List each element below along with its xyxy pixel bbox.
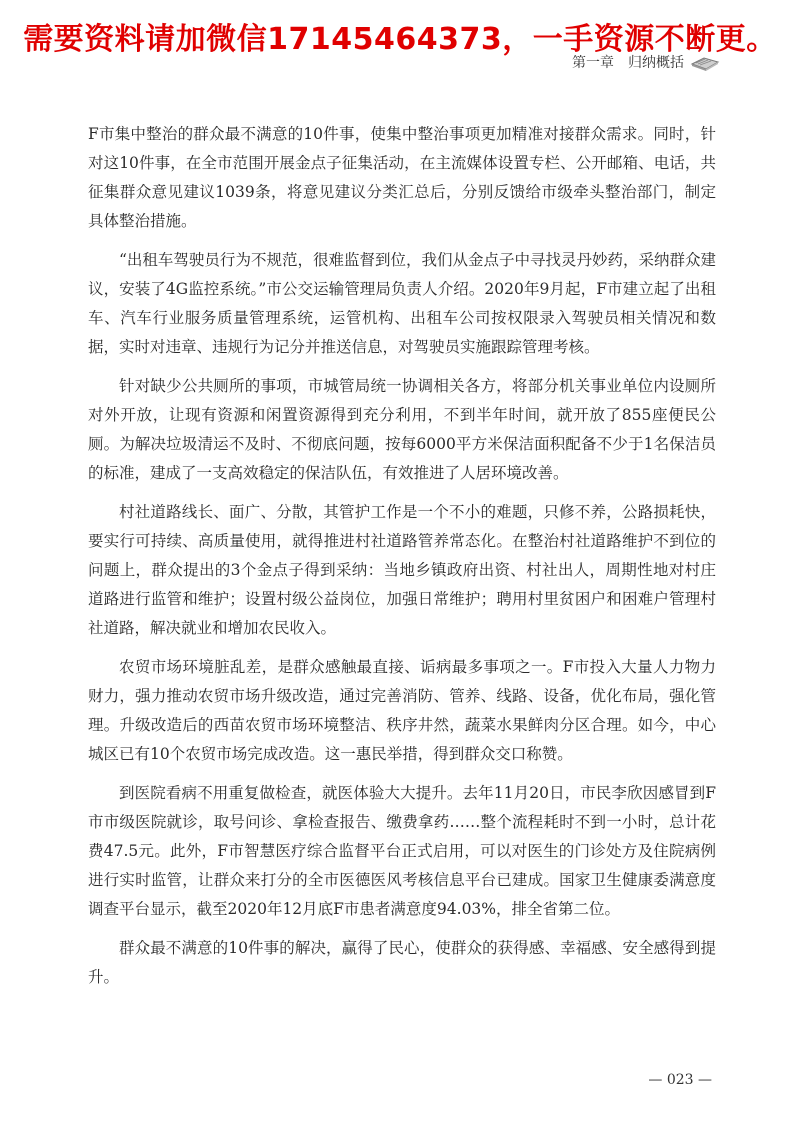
book-icon: [690, 52, 720, 72]
chapter-title: 第一章 归纳概括: [572, 55, 684, 71]
article-body: [88, 120, 716, 1002]
paragraph: F市集中整治的群众最不满意的10件事，使集中整治事项更加精准对接群众需求。同时，针对这10件事，在全市范围开展金点子征集活动，在主流媒体设置专栏、公开邮箱、电话，共征集群众意见建议1039条，将意见建议分类汇总后，分别反馈给市级牵头整治部门，制定具体整治措施。: [88, 125, 716, 230]
paragraph: 农贸市场环境脏乱差，是群众感触最直接、诟病最多事项之一。F市投入大量人力物力财力，强力推动农贸市场升级改造，通过完善消防、管养、线路、设备，优化布局，强化管理。升级改造后的西苗农贸市场环境整洁、秩序井然，蔬菜水果鲜肉分区合理。如今，中心城区已有10个农贸市场完成改造。这一惠民举措，得到群众交口称赞。: [88, 658, 716, 763]
paragraph: 针对缺少公共厕所的事项，市城管局统一协调相关各方，将部分机关事业单位内设厕所对外开放，让现有资源和闲置资源得到充分利用，不到半年时间，就开放了855座便民公厕。为解决垃圾清运不及时、不彻底问题，按每6000平方米保洁面积配备不少于1名保洁员的标准，建成了一支高效稳定的保洁队伍，有效推进了人居环境改善。: [88, 377, 716, 482]
paragraph: “出租车驾驶员行为不规范，很难监督到位，我们从金点子中寻找灵丹妙药，采纳群众建议，安装了4G监控系统。”市公交运输管理局负责人介绍。2020年9月起，F市建立起了出租车、汽车行业服务质量管理系统，运管机构、出租车公司按权限录入驾驶员相关情况和数据，实时对违章、违规行为记分并推送信息，对驾驶员实施跟踪管理考核。: [88, 251, 716, 356]
page-number: — 023 —: [648, 1072, 712, 1088]
paragraph: 群众最不满意的10件事的解决，赢得了民心，使群众的获得感、幸福感、安全感得到提升。: [88, 939, 716, 986]
paragraph: 到医院看病不用重复做检查，就医体验大大提升。去年11月20日，市民李欣因感冒到F市市级医院就诊，取号问诊、拿检查报告、缴费拿药……整个流程耗时不到一小时，总计花费47.5元。此外，F市智慧医疗综合监督平台正式启用，可以对医生的门诊处方及住院病例进行实时监管，让群众来打分的全市医德医风考核信息平台已建成。国家卫生健康委满意度调查平台显示，截至2020年12月底F市患者满意度94.03%，排全省第二位。: [88, 784, 716, 918]
watermark-banner: 需要资料请加微信17145464373，一手资源不断更。: [23, 22, 777, 57]
running-header: [572, 52, 720, 72]
paragraph: 村社道路线长、面广、分散，其管护工作是一个不小的难题，只修不养，公路损耗快，要实行可持续、高质量使用，就得推进村社道路管养常态化。在整治村社道路维护不到位的问题上，群众提出的3个金点子得到采纳：当地乡镇政府出资、村社出人，周期性地对村庄道路进行监管和维护；设置村级公益岗位，加强日常维护；聘用村里贫困户和困难户管理村社道路，解决就业和增加农民收入。: [88, 503, 716, 637]
